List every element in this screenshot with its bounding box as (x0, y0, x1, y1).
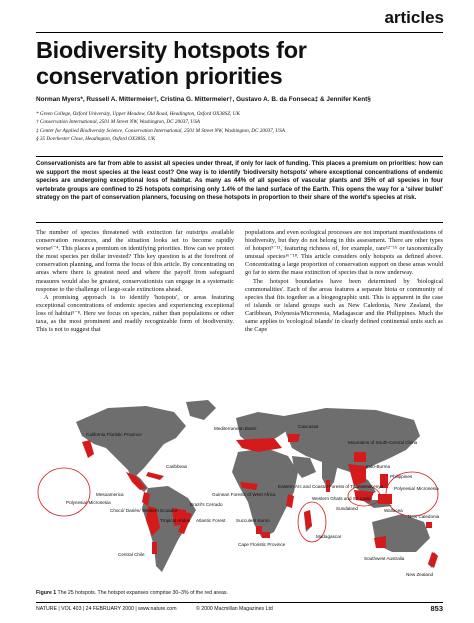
label-madagascar: Madagascar (316, 534, 342, 539)
hotspot-central-chile (152, 542, 157, 554)
hotspot-succulent-karoo (256, 526, 262, 534)
label-polynesia-east: Polynesia/ Micronesia (394, 486, 439, 491)
label-new-caledonia: New Caledonia (408, 514, 440, 519)
label-caribbean: Caribbean (166, 464, 188, 469)
label-cape: Cape Floristic Province (238, 542, 286, 547)
hotspot-caucasus (288, 434, 300, 442)
author-list: Norman Myers*, Russell A. Mittermeier†, Cristina G. Mittermeier†, Gustavo A. B. da Fonseca‡ & Jennifer Kent§ (36, 96, 371, 103)
label-philippines: Philippines (390, 474, 413, 479)
affiliation-4: § 35 Dorchester Close, Headington, Oxford OX38SS, UK (36, 136, 156, 143)
figure-label: Figure 1 (36, 590, 57, 596)
hotspot-new-caledonia (426, 522, 432, 528)
label-mesoamerica: Mesoamerica (96, 492, 124, 497)
label-mountains-china: Mountains of South-Central China (348, 440, 418, 445)
abstract: Conservationists are far from able to assist all species under threat, if only for lack of funding. This places a premium on priorities: how can we support the most species at the least cost? One way is to identify 'biodiversity hotspots' where exceptional concentrations of endemic species are undergoing exceptional loss of habitat. As many as 44% of all species of vascular plants and 35% of all species in four vertebrate groups are confined to 25 hotspots comprising only 1.4% of the land surface of the Earth. This opens the way for a 'silver bullet' strategy on the part of conservation planners, focusing on these hotspots in proportion to their share of the world's species at risk. (36, 160, 443, 201)
body-column-right (245, 229, 443, 334)
page-footer (36, 605, 443, 615)
hotspot-world-map (36, 396, 443, 590)
label-central-chile: Central Chile (118, 552, 145, 557)
abstract-top-rule (36, 156, 443, 157)
label-mediterranean: Mediterranean Basin (214, 426, 257, 431)
title-line-2: conservation priorities (36, 63, 283, 89)
hotspot-cape (262, 532, 270, 538)
affiliation-3: ‡ Center for Applied Biodiversity Science, Conservation International, 2501 M Street NW, Washington, DC 20037, USA (36, 127, 285, 134)
body-paragraph: The number of species threatened with extinction far outstrips available conservation resources, and the situation looks set to become rapidly worse¹⁻⁴. This places a premium on identifying priorities. How can we protect the most species per dollar invested? This key question is at the forefront of conservation planning, and forms the focus of this article. By concentrating on areas where there is greatest need and where the payoff from safeguard measures would also be greatest, conservationists can engage in a systematic response to the challenge of large-scale extinctions ahead. (36, 229, 234, 293)
label-cerrado: Brazil's Cerrado (190, 502, 223, 507)
label-atlantic-forest: Atlantic Forest (196, 518, 226, 523)
journal-citation: NATURE | VOL 403 | 24 FEBRUARY 2000 | www.nature.com (36, 606, 177, 612)
label-guinean: Guinean Forests of West Africa (212, 492, 276, 497)
label-choco: Chocó/ Darién/ Western Ecuador (110, 508, 178, 513)
affiliation-2: † Conservation International, 2501 M Street NW, Washington, DC 20037, USA (36, 119, 200, 126)
label-sw-australia: Southwest Australia (364, 556, 405, 561)
label-sundaland: Sundaland (336, 506, 358, 511)
body-paragraph: The hotspot boundaries have been determined by 'biological commonalities'. Each of the areas features a separate biota or community of species that fits together as a biogeographic unit. This is apparent in the case of islands or island groups such as New Caledonia, New Zealand, the Caribbean, Polynesia/Micronesia, Madagascar and the Philippines. Much the same applies to 'ecological islands' in clearly defined continental units such as the Cape (245, 277, 443, 334)
abstract-bottom-rule (36, 222, 443, 223)
body-column-left (36, 229, 234, 334)
page-number: 853 (430, 604, 443, 613)
body-paragraph: A promising approach is to identify 'hotspots', or areas featuring exceptional concentrations of endemic species and experiencing exceptional loss of habitat⁵⁻⁸. Here we focus on species, rather than populations or other taxa, as the most prominent and readily recognizable form of biodiversity. This is not to suggest that (36, 293, 234, 334)
figure-caption (36, 590, 443, 596)
affiliations (36, 110, 446, 144)
title-line-1: Biodiversity hotspots for (36, 37, 307, 63)
label-succulent-karoo: Succulent Karoo (236, 518, 270, 523)
label-western-ghats: Western Ghats and Sri Lanka (312, 496, 373, 501)
label-polynesia: Polynesia/ Micronesia (66, 500, 111, 505)
label-andes: Tropical Andes (160, 518, 191, 523)
label-new-zealand: New Zealand (406, 572, 434, 577)
body-paragraph: populations and even ecological processes are not important manifestations of biodiversity, but they do not belong in this assessment. There are other types of hotspot⁹⁻¹¹, featuring richness of, for example, rare¹²⁻¹⁵ or taxonomically unusual species¹⁶⁻¹⁸. This article considers only hotspots as defined above. Concentrating a large proportion of conservation support on these areas would go far to stem the mass extinction of species that is now underway. (245, 229, 443, 277)
footer-rule (36, 602, 443, 603)
affiliation-1: * Green College, Oxford University, Upper Meadow, Old Road, Headington, Oxford OX38SZ, UK (36, 111, 240, 117)
figure-caption-text: The 25 hotspots. The hotspot expanses comprise 30–3% of the red areas. (57, 590, 228, 596)
label-indo-burma: Indo-Burma (366, 464, 391, 469)
label-eastern-arc: Eastern Arc and Coastal Forests of Tanzania/Kenya (278, 484, 384, 489)
header-rule (36, 18, 443, 33)
hotspot-sw-australia (374, 536, 386, 548)
hotspot-south-central-china (354, 452, 366, 462)
article-title (36, 37, 446, 89)
label-california: California Floristic Province (86, 432, 142, 437)
copyright-notice: © 2000 Macmillan Magazines Ltd (196, 606, 273, 612)
label-wallacea: Wallacea (384, 508, 403, 513)
label-caucasus: Caucasus (298, 424, 319, 429)
section-label: articles (384, 8, 444, 27)
